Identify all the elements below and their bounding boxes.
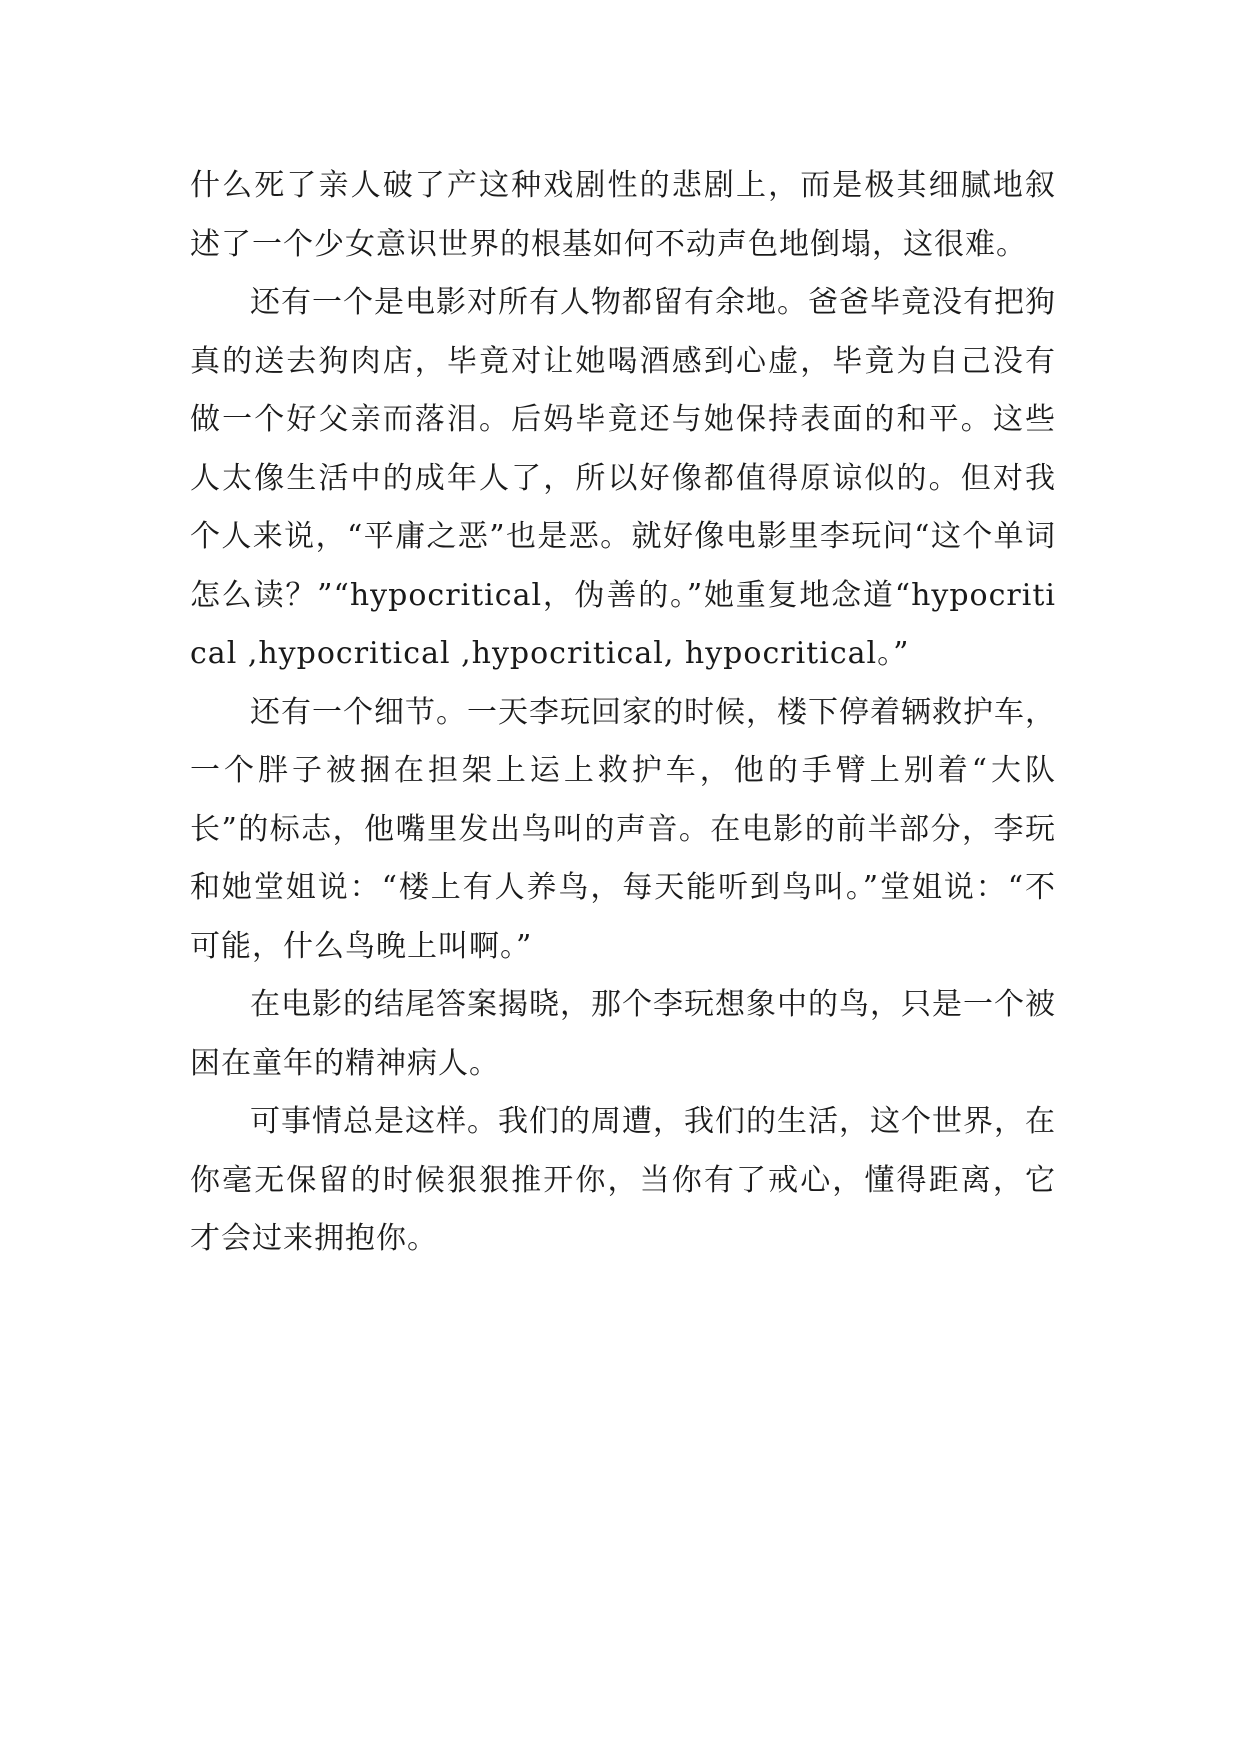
- paragraph-4: 在电影的结尾答案揭晓，那个李玩想象中的鸟，只是一个被困在童年的精神病人。: [190, 987, 1056, 1081]
- paragraph-5: 可事情总是这样。我们的周遭，我们的生活，这个世界，在你毫无保留的时候狠狠推开你，当你有了戒心，懂得距离，它才会过来拥抱你。: [190, 1104, 1056, 1256]
- paragraph-3: 还有一个细节。一天李玩回家的时候，楼下停着辆救护车，一个胖子被捆在担架上运上救护车，他的手臂上别着“大队长”的标志，他嘴里发出鸟叫的声音。在电影的前半部分，李玩和她堂姐说：“楼上有人养鸟，每天能听到鸟叫。”堂姐说：“不可能，什么鸟晚上叫啊。”: [190, 694, 1056, 964]
- document-page: [190, 157, 1056, 1269]
- paragraph-1: 什么死了亲人破了产这种戏剧性的悲剧上，而是极其细腻地叙述了一个少女意识世界的根基如何不动声色地倒塌，这很难。: [190, 168, 1056, 262]
- paragraph-2: 还有一个是电影对所有人物都留有余地。爸爸毕竟没有把狗真的送去狗肉店，毕竟对让她喝酒感到心虚，毕竟为自己没有做一个好父亲而落泪。后妈毕竟还与她保持表面的和平。这些人太像生活中的成年人了，所以好像都值得原谅似的。但对我个人来说，“平庸之恶”也是恶。就好像电影里李玩问“这个单词怎么读？”“hypocritical，伪善的。”她重复地念道“hypocritical ,hypocritical ,hypocritical, hypocritical。”: [190, 285, 1056, 671]
